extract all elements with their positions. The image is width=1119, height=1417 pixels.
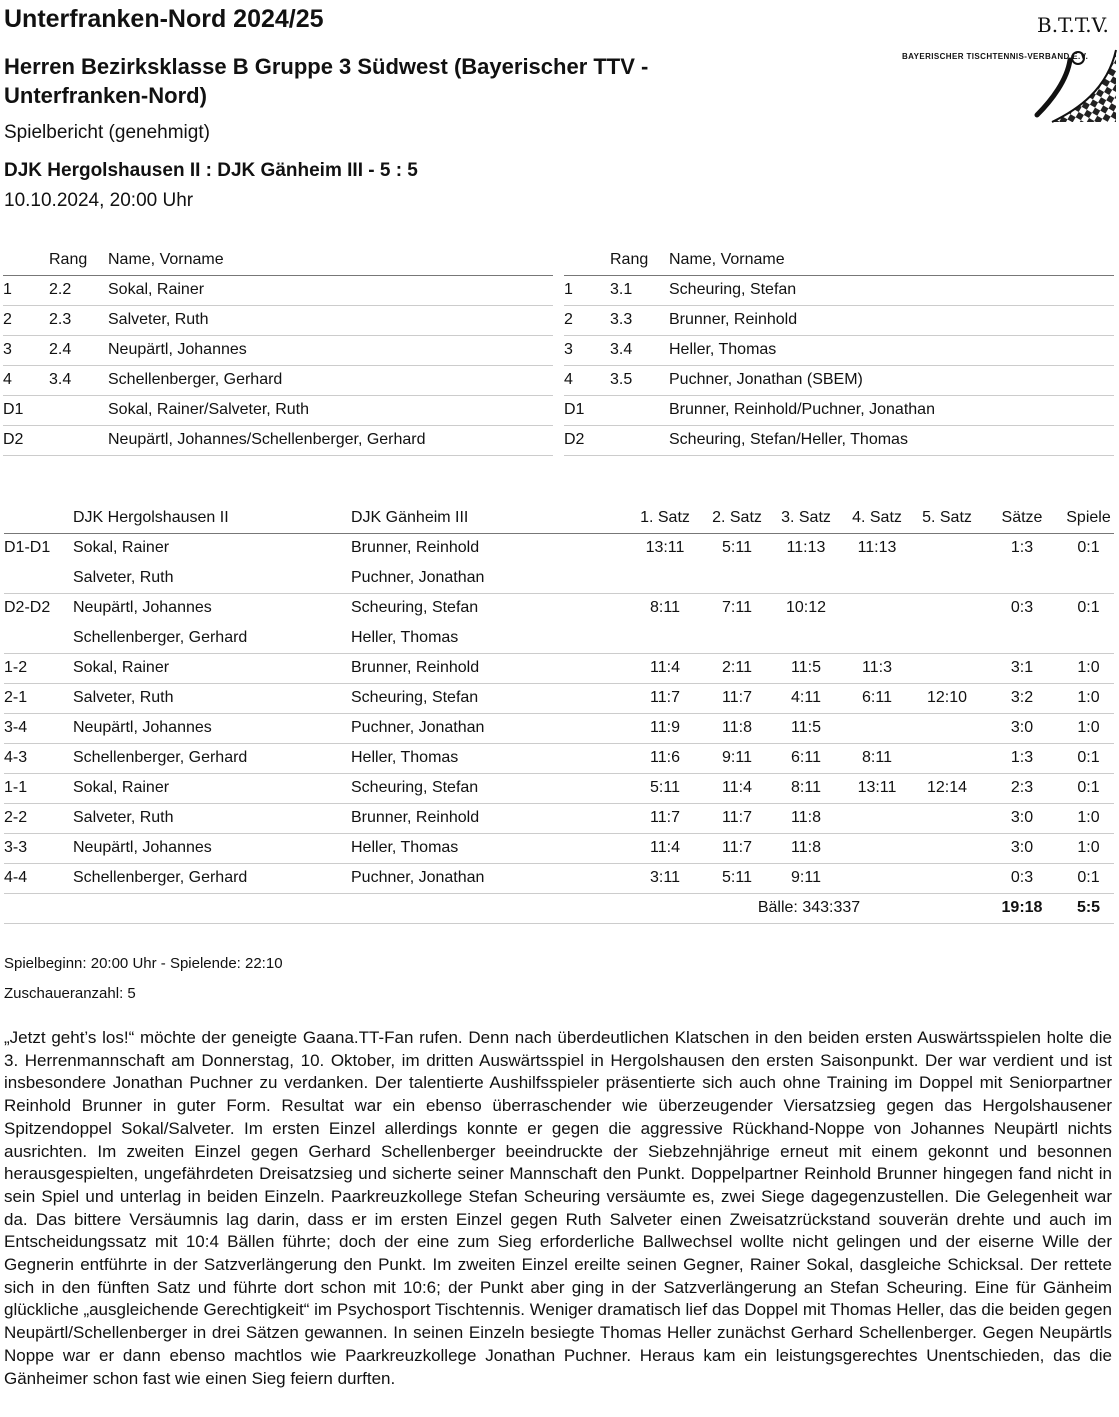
roster-rank: 3.5 (610, 371, 633, 388)
logo-letters: B.T.T.V. (1037, 13, 1109, 37)
guest-player: Heller, Thomas (351, 749, 459, 766)
name-header: Name, Vorname (108, 251, 224, 268)
sets-result: 3:2 (1010, 689, 1034, 706)
set-score: 11:3 (862, 659, 892, 676)
set-score: 11:13 (786, 539, 826, 556)
home-roster (3, 246, 553, 456)
set-score: 11:8 (791, 809, 821, 826)
match-row (4, 774, 1114, 804)
set-score: 9:11 (791, 869, 821, 886)
games-result: 0:1 (1077, 539, 1100, 556)
roster-position: 4 (564, 371, 573, 388)
games-result: 1:0 (1077, 809, 1100, 826)
set2-header: 2. Satz (712, 509, 762, 526)
guest-roster-row (564, 336, 1114, 366)
spectator-count: Zuschaueranzahl: 5 (4, 985, 136, 1002)
set-score: 2:11 (722, 659, 752, 676)
home-roster-row (3, 396, 553, 426)
sets-result: 3:0 (1010, 839, 1034, 856)
home-player: Neupärtl, Johannes (73, 599, 212, 616)
roster-player-name: Brunner, Reinhold/Puchner, Jonathan (669, 401, 935, 418)
match-row (4, 864, 1114, 894)
guest-roster (564, 246, 1114, 456)
games-result: 1:0 (1077, 719, 1100, 736)
set-score: 11:4 (650, 659, 680, 676)
set-score: 9:11 (722, 749, 752, 766)
set3-header: 3. Satz (781, 509, 831, 526)
set-score: 11:8 (791, 839, 821, 856)
home-player: Schellenberger, Gerhard (73, 749, 248, 766)
roster-position: 2 (564, 311, 573, 328)
games-result: 0:1 (1077, 869, 1100, 886)
match-code: 1-1 (4, 779, 28, 796)
set-score: 7:11 (722, 599, 752, 616)
roster-position: D1 (3, 401, 24, 418)
home-player: Neupärtl, Johannes (73, 719, 212, 736)
games-result: 1:0 (1077, 689, 1100, 706)
set-score: 4:11 (791, 689, 821, 706)
set-score: 11:9 (650, 719, 680, 736)
set-score: 8:11 (862, 749, 892, 766)
report-status: Spielbericht (genehmigt) (4, 122, 210, 143)
set-score: 3:11 (650, 869, 680, 886)
roster-position: 2 (3, 311, 12, 328)
guest-player: Puchner, Jonathan (351, 719, 485, 736)
roster-position: 3 (564, 341, 573, 358)
home-roster-row (3, 366, 553, 396)
roster-rank: 3.4 (49, 371, 72, 388)
match-row (4, 804, 1114, 834)
match-row (4, 594, 1114, 624)
match-code: 2-1 (4, 689, 28, 706)
match-report-text: „Jetzt geht’s los!“ möchte der geneigte Gaana.TT-Fan rufen. Denn nach überdeutlichen Klatschen in den beiden ersten Auswärtsspielen holte die 3. Herrenmannschaft am Donnerstag, 10. Oktober, im dritten Auswärtsspiel in Hergolshausen den ersten Saisonpunkt. Der war verdient und ist insbesondere Jonathan Puchner zu verdanken. Der talentierte Aushilfsspieler präsentierte sich auch ohne Training im Doppel mit Seniorpartner Reinhold Brunner in guter Form. Resultat war ein ebenso überraschender wie überzeugender Viersatzsieg gegen das Hergolshausener Spitzendoppel Sokal/Salveter. Im ersten Einzel allerdings konnte er gegen die aggressive Rückhand-Noppe von Johannes Neupärtl nichts ausrichten. Im zweiten Einzel gegen Gerhard Schellenberger beeindruckte der Siebzehnjährige erneut mit einem gekonnt und besonnen herausgespielten, ungefährdeten Dreisatzsieg und sicherte seiner Mannschaft den Punkt. Doppelpartner Reinhold Brunner hingegen fand nicht in sein Spiel und unterlag in beiden Einzeln. Paarkreuzkollege Stefan Scheuring versäumte es, zwei Siege dagegenzustellen. Die Gelegenheit war da. Das bittere Versäumnis lag darin, dass er im ersten Einzel gegen Ruth Salveter einen Zweisatzrückstand souverän drehte und auch im Entscheidungssatz mit 10:4 Bällen führte; doch der eine zum Sieg erforderliche Ballwechsel wollte nicht gelingen und der eiserne Wille der Gegnerin entführte in der Satzverlängerung den Punkt. Im zweiten Einzel ereilte seinen Gegner, Rainer Sokal, dasgleiche Schicksal. Der rettete sich in den fünften Satz und führte dort schon mit 10:6; der Punkt aber ging in der Satzverlängerung an Stefan Scheuring. Eine für Gänheim glückliche „ausgleichende Gerechtigkeit“ im Psychosport Tischtennis. Weniger dramatisch lief das Doppel mit Thomas Heller, das die beiden gegen Neupärtl/Schellenberger in drei Sätzen gewannen. In seinen Einzeln besiegte Thomas Heller zunächst Gerhard Schellenberger. Gegen Neupärtls Noppe war er dann ebenso machtlos wie Paarkreuzkollege Jonathan Puchner. Heraus kam ein leistungsgerechtes Unentschieden, das die Gänheimer schon fast wie einen Sieg feiern durften. (4, 1028, 1112, 1388)
match-code: 4-3 (4, 749, 28, 766)
match-row-partner (4, 564, 1114, 594)
saetze-total: 19:18 (1001, 899, 1043, 916)
league-title: Herren Bezirksklasse B Gruppe 3 Südwest (Bayerischer TTV - Unterfranken-Nord) (4, 54, 649, 108)
set4-header: 4. Satz (852, 509, 902, 526)
match-code: 1-2 (4, 659, 28, 676)
results-header-row (4, 504, 1114, 534)
set-score: 10:12 (785, 599, 827, 616)
guest-player: Brunner, Reinhold (351, 809, 480, 826)
roster-rank: 3.1 (610, 281, 633, 298)
set-score: 11:7 (722, 839, 752, 856)
match-code: D1-D1 (4, 539, 51, 556)
logo-text: BAYERISCHER TISCHTENNIS-VERBAND E.V. (902, 52, 1089, 61)
set1-header: 1. Satz (640, 509, 690, 526)
match-datetime: 10.10.2024, 20:00 Uhr (4, 190, 194, 211)
guest-player: Scheuring, Stefan (351, 689, 479, 706)
guest-player: Scheuring, Stefan (351, 779, 479, 796)
roster-player-name: Scheuring, Stefan (669, 281, 797, 298)
set-score: 6:11 (862, 689, 892, 706)
saetze-header: Sätze (1001, 509, 1043, 526)
games-result: 1:0 (1077, 839, 1100, 856)
set5-header: 5. Satz (922, 509, 972, 526)
home-partner: Salveter, Ruth (73, 569, 174, 586)
roster-player-name: Salveter, Ruth (108, 311, 209, 328)
home-player: Sokal, Rainer (73, 779, 170, 796)
guest-partner: Heller, Thomas (351, 629, 459, 646)
set-score: 11:4 (722, 779, 752, 796)
match-code: 2-2 (4, 809, 28, 826)
roster-position: 3 (3, 341, 12, 358)
roster-position: D2 (564, 431, 585, 448)
roster-player-name: Neupärtl, Johannes/Schellenberger, Gerhard (108, 431, 426, 448)
roster-player-name: Brunner, Reinhold (669, 311, 798, 328)
totals-row (4, 894, 1114, 924)
roster-player-name: Puchner, Jonathan (SBEM) (669, 371, 863, 388)
home-player: Sokal, Rainer (73, 539, 170, 556)
roster-rank: 2.4 (49, 341, 72, 358)
guest-roster-row (564, 426, 1114, 456)
set-score: 8:11 (650, 599, 680, 616)
guest-player: Brunner, Reinhold (351, 539, 480, 556)
set-score: 8:11 (791, 779, 821, 796)
set-score: 13:11 (645, 539, 685, 556)
match-row (4, 534, 1114, 564)
roster-player-name: Scheuring, Stefan/Heller, Thomas (669, 431, 908, 448)
guest-team-header: DJK Gänheim III (351, 509, 469, 526)
match-row (4, 714, 1114, 744)
games-result: 0:1 (1077, 779, 1100, 796)
roster-rank: 3.3 (610, 311, 633, 328)
sets-result: 3:0 (1010, 719, 1034, 736)
roster-position: 1 (3, 281, 12, 298)
home-roster-row (3, 276, 553, 306)
guest-player: Puchner, Jonathan (351, 869, 485, 886)
guest-roster-row (564, 276, 1114, 306)
rank-header: Rang (49, 251, 88, 268)
roster-position: 1 (564, 281, 573, 298)
set-score: 11:7 (722, 689, 752, 706)
roster-player-name: Heller, Thomas (669, 341, 777, 358)
home-roster-row (3, 426, 553, 456)
home-player: Salveter, Ruth (73, 809, 174, 826)
set-score: 12:14 (926, 779, 968, 796)
set-score: 11:13 (857, 539, 897, 556)
spiele-total: 5:5 (1076, 899, 1101, 916)
match-code: D2-D2 (4, 599, 51, 616)
match-title: DJK Hergolshausen II : DJK Gänheim III - 5 : 5 (4, 160, 418, 181)
sets-result: 3:0 (1010, 809, 1034, 826)
logo-graphic-icon (902, 10, 1117, 125)
home-partner: Schellenberger, Gerhard (73, 629, 248, 646)
rank-header: Rang (610, 251, 649, 268)
sets-result: 0:3 (1010, 599, 1034, 616)
guest-roster-row (564, 396, 1114, 426)
page-title: Unterfranken-Nord 2024/25 (4, 5, 324, 33)
home-roster-row (3, 306, 553, 336)
roster-rank: 2.2 (49, 281, 72, 298)
roster-player-name: Neupärtl, Johannes (108, 341, 247, 358)
roster-player-name: Sokal, Rainer (108, 281, 205, 298)
home-player: Neupärtl, Johannes (73, 839, 212, 856)
guest-player: Heller, Thomas (351, 839, 459, 856)
set-score: 11:7 (722, 809, 752, 826)
roster-player-name: Sokal, Rainer/Salveter, Ruth (108, 401, 309, 418)
guest-player: Brunner, Reinhold (351, 659, 480, 676)
match-times: Spielbeginn: 20:00 Uhr - Spielende: 22:10 (4, 955, 283, 972)
set-score: 12:10 (926, 689, 968, 706)
home-player: Sokal, Rainer (73, 659, 170, 676)
match-row-partner (4, 624, 1114, 654)
sets-result: 2:3 (1010, 779, 1034, 796)
guest-roster-row (564, 306, 1114, 336)
set-score: 5:11 (722, 869, 752, 886)
roster-rank: 3.4 (610, 341, 633, 358)
guest-partner: Puchner, Jonathan (351, 569, 485, 586)
games-result: 0:1 (1077, 599, 1100, 616)
roster-player-name: Schellenberger, Gerhard (108, 371, 283, 388)
set-score: 11:4 (650, 839, 680, 856)
set-score: 11:5 (791, 659, 821, 676)
results-table (4, 504, 1114, 924)
set-score: 13:11 (857, 779, 897, 796)
set-score: 5:11 (722, 539, 752, 556)
set-score: 6:11 (791, 749, 821, 766)
spiele-header: Spiele (1066, 509, 1111, 526)
guest-roster-row (564, 366, 1114, 396)
set-score: 11:6 (650, 749, 680, 766)
set-score: 11:8 (722, 719, 752, 736)
set-score: 11:5 (791, 719, 821, 736)
btv-logo (902, 10, 1117, 125)
home-player: Schellenberger, Gerhard (73, 869, 248, 886)
match-row (4, 654, 1114, 684)
sets-result: 1:3 (1010, 749, 1034, 766)
roster-position: 4 (3, 371, 12, 388)
roster-rank: 2.3 (49, 311, 72, 328)
guest-player: Scheuring, Stefan (351, 599, 479, 616)
sets-result: 0:3 (1010, 869, 1034, 886)
match-code: 3-4 (4, 719, 28, 736)
match-row (4, 834, 1114, 864)
set-score: 11:7 (650, 809, 680, 826)
balls-total: Bälle: 343:337 (757, 899, 861, 916)
games-result: 1:0 (1077, 659, 1100, 676)
roster-position: D1 (564, 401, 585, 418)
roster-position: D2 (3, 431, 24, 448)
set-score: 11:7 (650, 689, 680, 706)
home-team-header: DJK Hergolshausen II (73, 509, 229, 526)
set-score: 5:11 (650, 779, 680, 796)
games-result: 0:1 (1077, 749, 1100, 766)
name-header: Name, Vorname (669, 251, 785, 268)
match-row (4, 744, 1114, 774)
home-roster-row (3, 336, 553, 366)
match-code: 3-3 (4, 839, 28, 856)
match-row (4, 684, 1114, 714)
sets-result: 1:3 (1010, 539, 1034, 556)
home-player: Salveter, Ruth (73, 689, 174, 706)
match-code: 4-4 (4, 869, 28, 886)
sets-result: 3:1 (1010, 659, 1034, 676)
